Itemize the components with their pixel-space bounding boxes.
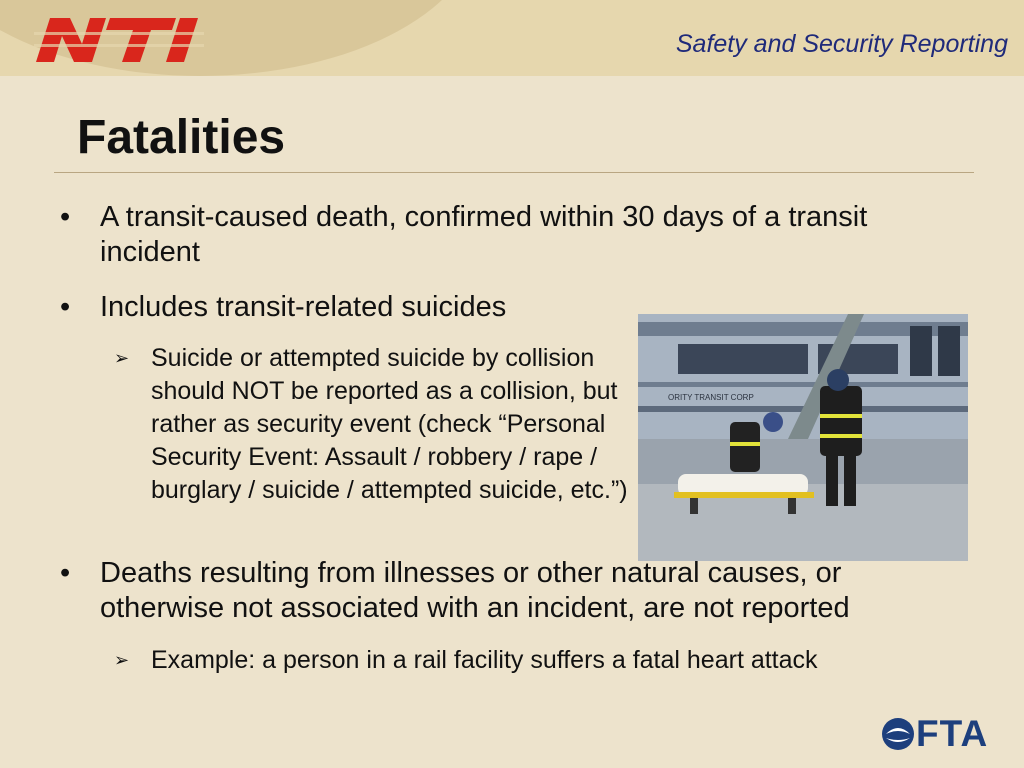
header-title: Safety and Security Reporting: [675, 30, 1008, 58]
bullet-text: Includes transit-related suicides: [100, 291, 507, 323]
header-band: [0, 0, 1024, 76]
title-divider: [54, 172, 974, 173]
fta-logo-text: FTA: [916, 713, 989, 754]
sub-bullet-text: Suicide or attempted suicide by collision should NOT be reported as a collision, but rather as security event (check “Personal Security Event: Assault / robbery / rape / burglary / suicide / attempted suicide, etc.”): [151, 344, 628, 504]
ambulance-crew-photo: [638, 314, 968, 561]
sub-bullet-item: [114, 342, 634, 542]
bullet-item: [60, 556, 960, 628]
bullet-dot-icon: •: [60, 291, 71, 323]
bullet-text: Deaths resulting from illnesses or other natural causes, or otherwise not associated with an incident, are not reported: [100, 557, 850, 624]
fta-logo: [880, 713, 1010, 756]
nti-logo: [30, 14, 210, 66]
sub-bullet-text: Example: a person in a rail facility suffers a fatal heart attack: [151, 646, 818, 674]
bullet-dot-icon: •: [60, 201, 71, 233]
bullet-dot-icon: •: [60, 557, 71, 589]
train-text: ORITY TRANSIT CORP: [668, 393, 754, 402]
sub-bullet-item: [114, 644, 974, 678]
arrow-bullet-icon: ➢: [114, 348, 130, 368]
bullet-item: [60, 200, 960, 272]
fta-swirl-icon: [880, 716, 916, 752]
slide-title: Fatalities: [77, 111, 286, 164]
arrow-bullet-icon: ➢: [114, 650, 130, 670]
bullet-text: A transit-caused death, confirmed within 30 days of a transit incident: [100, 201, 868, 268]
